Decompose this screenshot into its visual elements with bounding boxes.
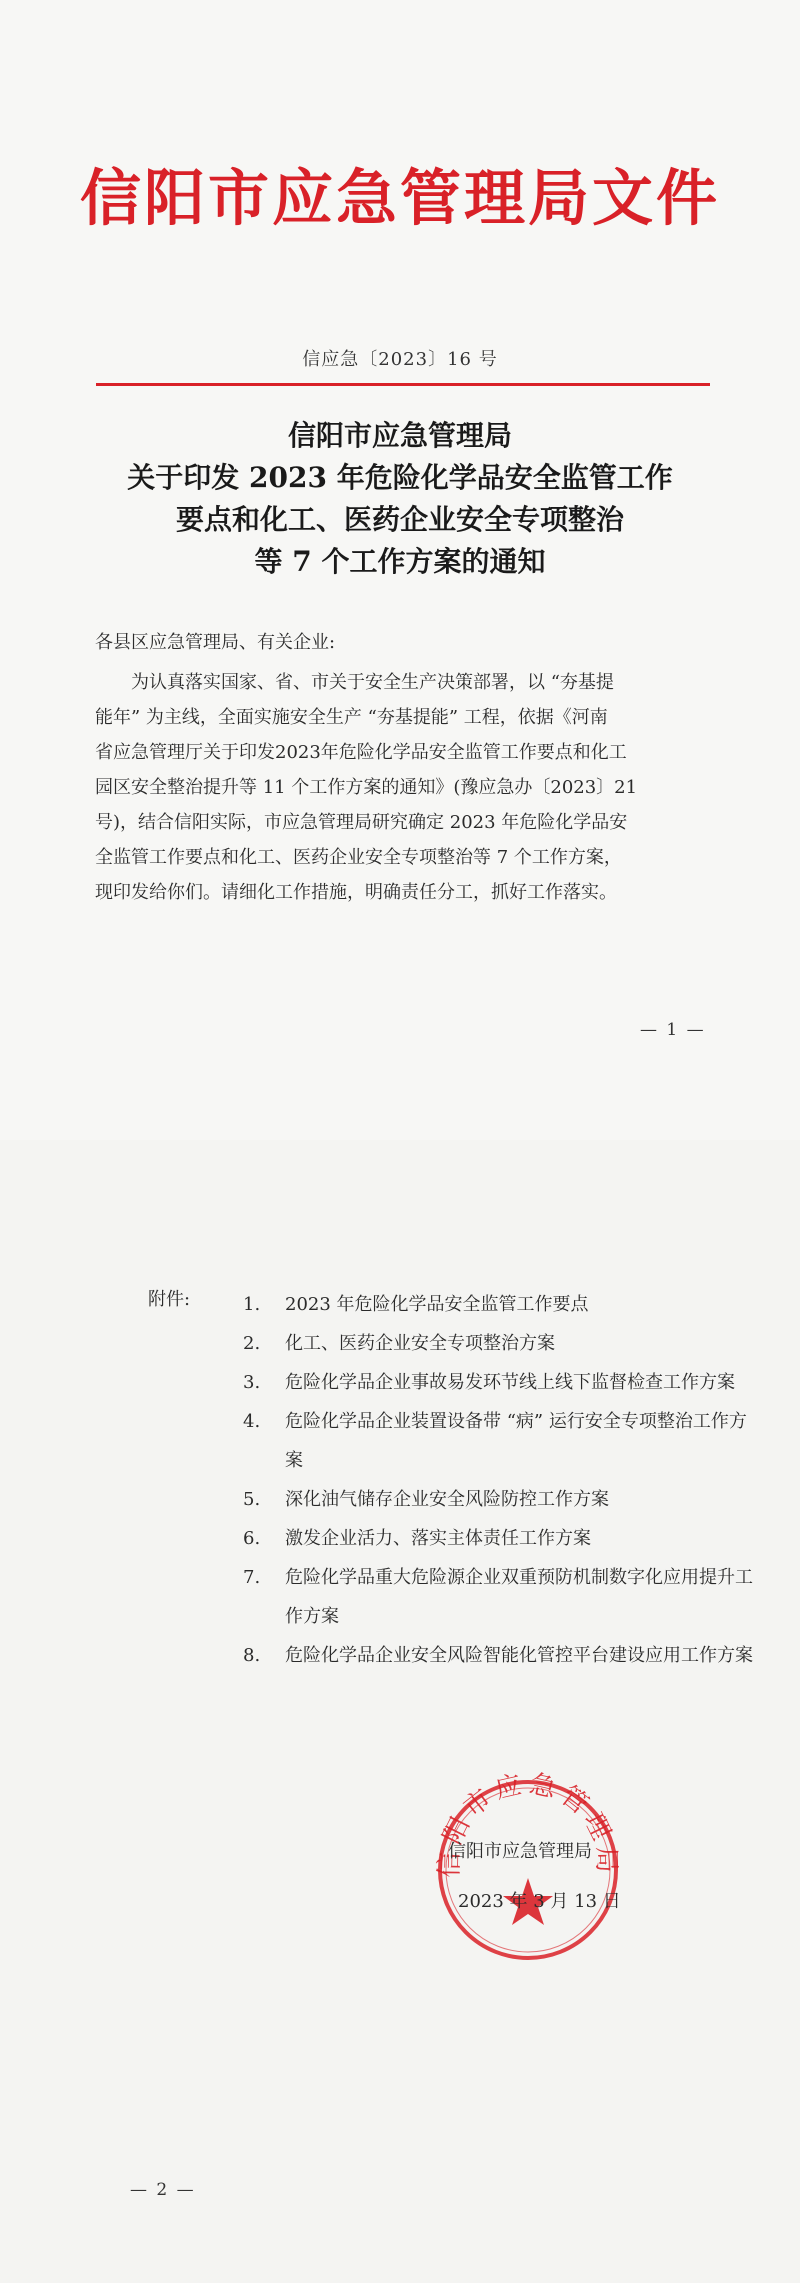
attachment-number: 1. (243, 1294, 261, 1315)
attachment-text: 激发企业活力、落实主体责任工作方案 (285, 1528, 591, 1549)
document-header-title: 信阳市应急管理局文件 (79, 163, 720, 234)
attachment-number: 7. (243, 1567, 261, 1588)
attachment-text: 危险化学品企业安全风险智能化管控平台建设应用工作方案 (285, 1645, 753, 1666)
attachment-text: 危险化学品重大危险源企业双重预防机制数字化应用提升工作方案 (285, 1567, 753, 1627)
attachment-item (243, 1519, 763, 1558)
attachment-number: 2. (243, 1333, 261, 1354)
body-line: 现印发给你们。请细化工作措施，明确责任分工，抓好工作落实。 (95, 882, 617, 903)
attachment-number: 3. (243, 1372, 261, 1393)
document-number: 信应急〔2023〕16 号 (302, 349, 498, 370)
body-line: 能年” 为主线，全面实施安全生产 “夯基提能” 工程，依据《河南 (95, 707, 608, 728)
body-line: 园区安全整治提升等 11 个工作方案的通知》(豫应急办〔2023〕21 (95, 777, 638, 798)
attachments-list (243, 1285, 763, 1675)
attachment-item (243, 1363, 763, 1402)
heading-line: 信阳市应急管理局 (287, 419, 512, 452)
attachment-item (243, 1285, 763, 1324)
signer: 信阳市应急管理局 (448, 1841, 592, 1862)
attachment-text: 危险化学品企业事故易发环节线上线下监督检查工作方案 (285, 1372, 735, 1393)
body-line: 号)，结合信阳实际，市应急管理局研究确定 2023 年危险化学品安 (95, 812, 628, 833)
body-line: 全监管工作要点和化工、医药企业安全专项整治等 7 个工作方案， (95, 847, 622, 868)
attachment-text: 深化油气储存企业安全风险防控工作方案 (285, 1489, 609, 1510)
heading-line: 要点和化工、医药企业安全专项整治 (175, 503, 624, 536)
sign-date: 2023 年 3 月 13 日 (458, 1891, 621, 1912)
attachment-number: 4. (243, 1411, 261, 1432)
attachment-text: 化工、医药企业安全专项整治方案 (285, 1333, 555, 1354)
attachment-item (243, 1480, 763, 1519)
page-number: — 1 — (640, 1020, 706, 1040)
page-number: — 2 — (130, 2180, 196, 2200)
body-line: 省应急管理厅关于印发2023年危险化学品安全监管工作要点和化工 (95, 742, 627, 763)
attachments-label: 附件: (148, 1289, 191, 1310)
seal-text: 信阳市应急管理局 (434, 1770, 622, 1878)
salutation: 各县区应急管理局、有关企业: (95, 632, 336, 653)
official-seal (428, 1770, 628, 1970)
attachment-item (243, 1402, 763, 1480)
body-paragraph (95, 665, 715, 910)
heading-line: 关于印发 2023 年危险化学品安全监管工作 (127, 461, 673, 494)
attachment-text: 2023 年危险化学品安全监管工作要点 (285, 1294, 589, 1315)
attachment-number: 8. (243, 1645, 261, 1666)
attachment-number: 6. (243, 1528, 261, 1549)
red-divider (96, 383, 710, 386)
attachment-item (243, 1558, 763, 1636)
page-1 (0, 0, 800, 1140)
attachment-item (243, 1636, 763, 1675)
heading-line: 等 7 个工作方案的通知 (254, 545, 546, 578)
attachment-item (243, 1324, 763, 1363)
attachment-number: 5. (243, 1489, 261, 1510)
attachment-text: 危险化学品企业装置设备带 “病” 运行安全专项整治工作方案 (285, 1411, 747, 1471)
body-line: 为认真落实国家、省、市关于安全生产决策部署，以 “夯基提 (131, 672, 614, 693)
notice-heading (0, 415, 800, 583)
